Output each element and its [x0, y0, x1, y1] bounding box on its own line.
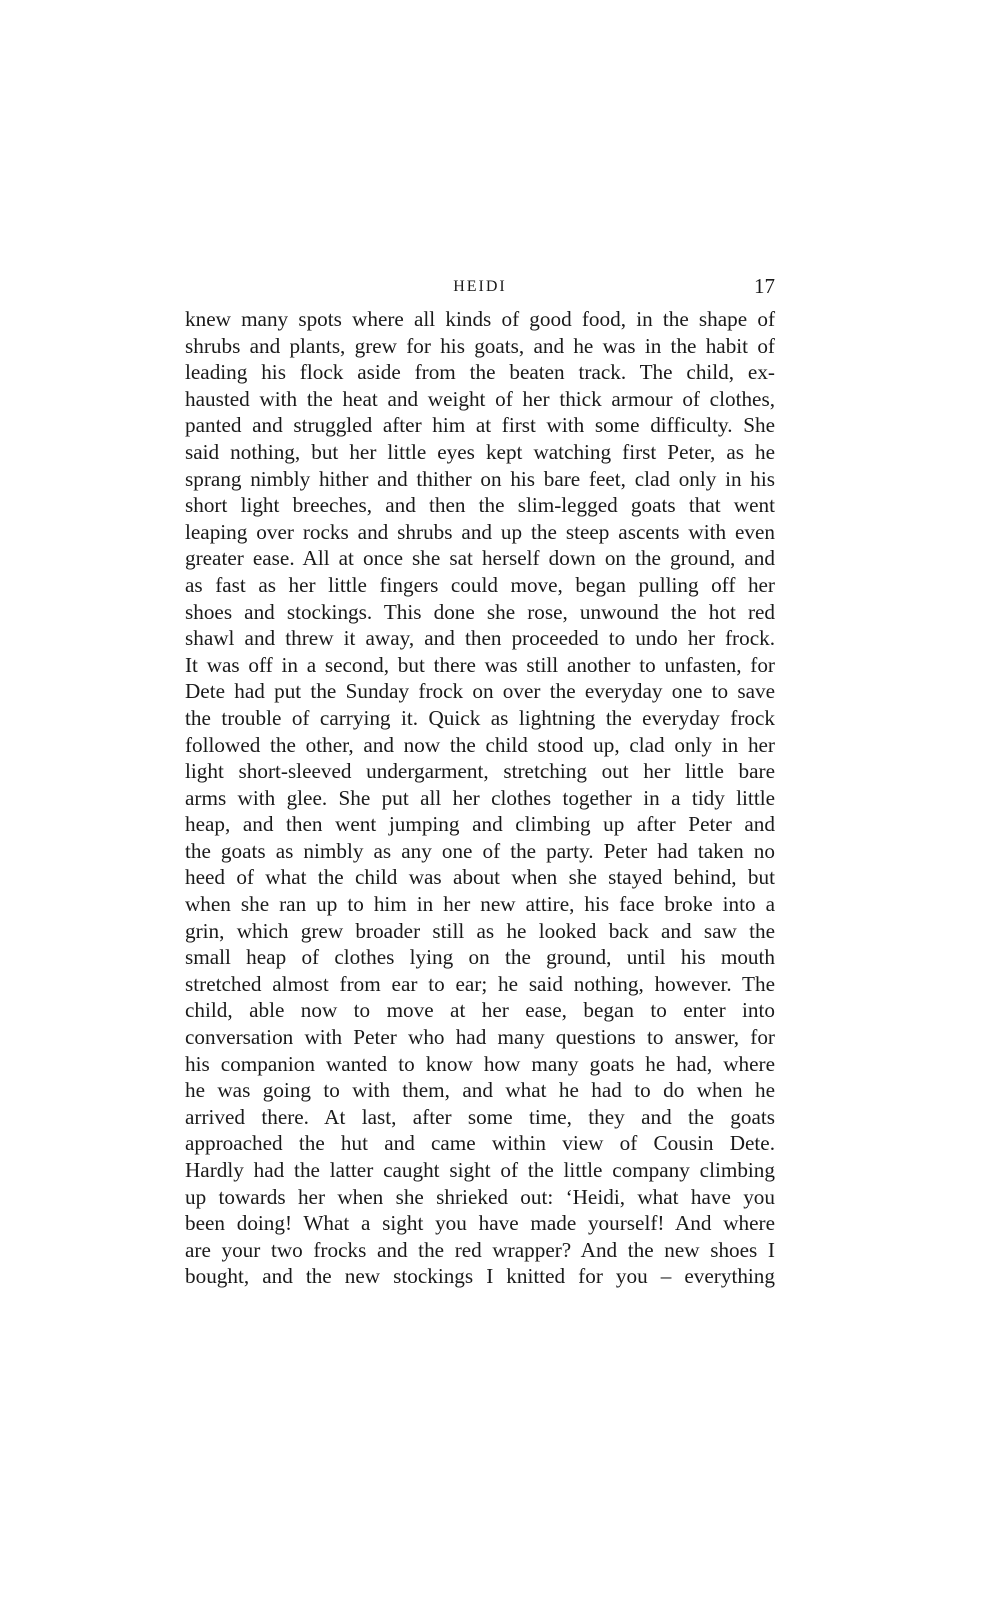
text-line: child, able now to move at her ease, began to enter into	[185, 998, 775, 1023]
text-line: grin, which grew broader still as he looked back and saw the	[185, 918, 775, 943]
running-head	[185, 270, 775, 306]
text-line: bought, and the new stockings I knitted for you – everything	[185, 1264, 775, 1289]
text-line: knew many spots where all kinds of good food, in the shape of	[185, 307, 775, 331]
text-line: arrived there. At last, after some time, they and the goats	[185, 1104, 775, 1129]
text-line: when she ran up to him in her new attire, his face broke into a	[185, 892, 775, 917]
text-line: leading his flock aside from the beaten track. The child, ex-	[185, 360, 775, 385]
text-line: shawl and threw it away, and then proceeded to undo her frock.	[185, 626, 775, 651]
text-line: are your two frocks and the red wrapper? And the new shoes I	[185, 1237, 775, 1262]
text-line: light short-sleeved undergarment, stretching out her little bare	[185, 759, 775, 784]
text-line: shoes and stockings. This done she rose, unwound the hot red	[185, 599, 775, 624]
page-number: 17	[754, 274, 775, 298]
body-text	[185, 306, 775, 1290]
text-line: been doing! What a sight you have made yourself! And where	[185, 1211, 775, 1236]
text-line: leaping over rocks and shrubs and up the steep ascents with even	[185, 519, 775, 544]
text-line: greater ease. All at once she sat herself down on the ground, and	[185, 546, 775, 571]
text-line: he was going to with them, and what he had to do when he	[185, 1078, 775, 1103]
text-line: Hardly had the latter caught sight of the little company climbing	[185, 1158, 775, 1182]
text-line: approached the hut and came within view of Cousin Dete.	[185, 1131, 775, 1156]
text-line: panted and struggled after him at first with some difficulty. She	[185, 413, 775, 438]
text-line: heap, and then went jumping and climbing up after Peter and	[185, 812, 775, 837]
text-line: stretched almost from ear to ear; he said nothing, however. The	[185, 971, 775, 996]
text-line: hausted with the heat and weight of her thick armour of clothes,	[185, 386, 775, 411]
text-line: the goats as nimbly as any one of the party. Peter had taken no	[185, 838, 775, 863]
text-line: his companion wanted to know how many goats he had, where	[185, 1051, 775, 1076]
text-line: arms with glee. She put all her clothes together in a tidy little	[185, 785, 775, 810]
text-line: It was off in a second, but there was still another to unfasten, for	[185, 652, 775, 677]
text-line: as fast as her little fingers could move, began pulling off her	[185, 572, 775, 597]
book-page	[185, 270, 775, 1290]
text-line: said nothing, but her little eyes kept watching first Peter, as he	[185, 439, 775, 464]
running-title: HEIDI	[453, 278, 507, 295]
text-line: heed of what the child was about when she stayed behind, but	[185, 865, 775, 890]
text-line: the trouble of carrying it. Quick as lightning the everyday frock	[185, 705, 775, 730]
text-line: Dete had put the Sunday frock on over the everyday one to save	[185, 679, 775, 704]
text-line: short light breeches, and then the slim-legged goats that went	[185, 493, 775, 518]
text-line: sprang nimbly hither and thither on his bare feet, clad only in his	[185, 466, 775, 491]
text-line: conversation with Peter who had many questions to answer, for	[185, 1025, 775, 1050]
text-line: up towards her when she shrieked out: ‘Heidi, what have you	[185, 1184, 775, 1209]
text-line: followed the other, and now the child stood up, clad only in her	[185, 732, 775, 757]
text-line: shrubs and plants, grew for his goats, and he was in the habit of	[185, 333, 775, 358]
text-line: small heap of clothes lying on the ground, until his mouth	[185, 945, 775, 970]
